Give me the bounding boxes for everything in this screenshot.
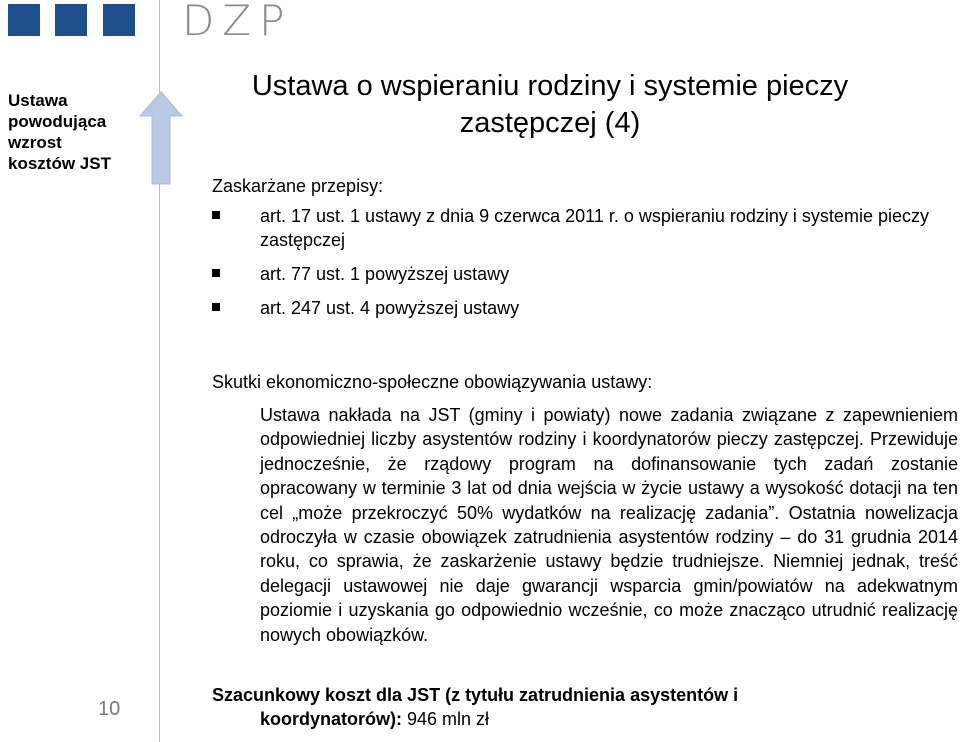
logo-square-3 [103,4,135,36]
list-item [212,204,960,252]
challenged-heading: Zaskarżane przepisy: [212,176,384,196]
logo-text: DZP [182,0,293,45]
list-item [212,296,960,320]
cost-estimate [212,683,958,732]
cost-value: 946 mln zł [402,709,490,730]
logo-square-1 [8,4,40,36]
up-arrow-icon[interactable] [138,90,184,186]
list-item-text: art. 17 ust. 1 ustawy z dnia 9 czerwca 2011 r. o wspieraniu rodziny i systemie pieczy zastępczej [260,206,929,250]
challenged-list [212,204,960,330]
bullet-square-icon [212,303,220,311]
page-title: Ustawa o wspieraniu rodziny i systemie pieczy zastępczej (4) [251,70,849,139]
cost-label-line1: Szacunkowy koszt dla JST (z tytułu zatrudnienia asystentów i [212,685,739,705]
bullet-square-icon [212,269,220,277]
effects-heading: Skutki ekonomiczno-społeczne obowiązywania ustawy: [212,372,653,392]
list-item-text: art. 77 ust. 1 powyższej ustawy [260,264,510,284]
sidebar-label: Ustawa powodująca wzrost kosztów JST [8,91,111,173]
cost-label-line2: koordynatorów): [260,709,402,730]
list-item [212,262,960,286]
logo-square-2 [55,4,87,36]
effects-paragraph: Ustawa nakłada na JST (gminy i powiaty) nowe zadania związane z zapewnieniem odpowiedniej liczby asystentów rodziny i koordynatorów pieczy zastępczej. Przewiduje jednocześnie, że rządowy program na dofinansowanie tych zadań zostanie opracowany w terminie 3 lat od dnia wejścia w życie ustawy a wysokość dotacji na ten cel „może przekroczyć 50% wydatków na realizację zadania”. Ostatnia nowelizacja odroczyła w czasie obowiązek zatrudnienia asystentów rodziny – do 31 grudnia 2014 roku, co sprawia, że zaskarżenie ustawy będzie trudniejsze. Niemniej jednak, treść delegacji ustawowej nie daje gwarancji wsparcia gmin/powiatów na adekwatnym poziomie i uzyskania go odpowiednio wcześnie, co może znacząco utrudnić realizację nowych obowiązków. [260,405,958,645]
list-item-text: art. 247 ust. 4 powyższej ustawy [260,298,520,318]
bullet-square-icon [212,211,220,219]
page-number: 10 [98,698,121,720]
